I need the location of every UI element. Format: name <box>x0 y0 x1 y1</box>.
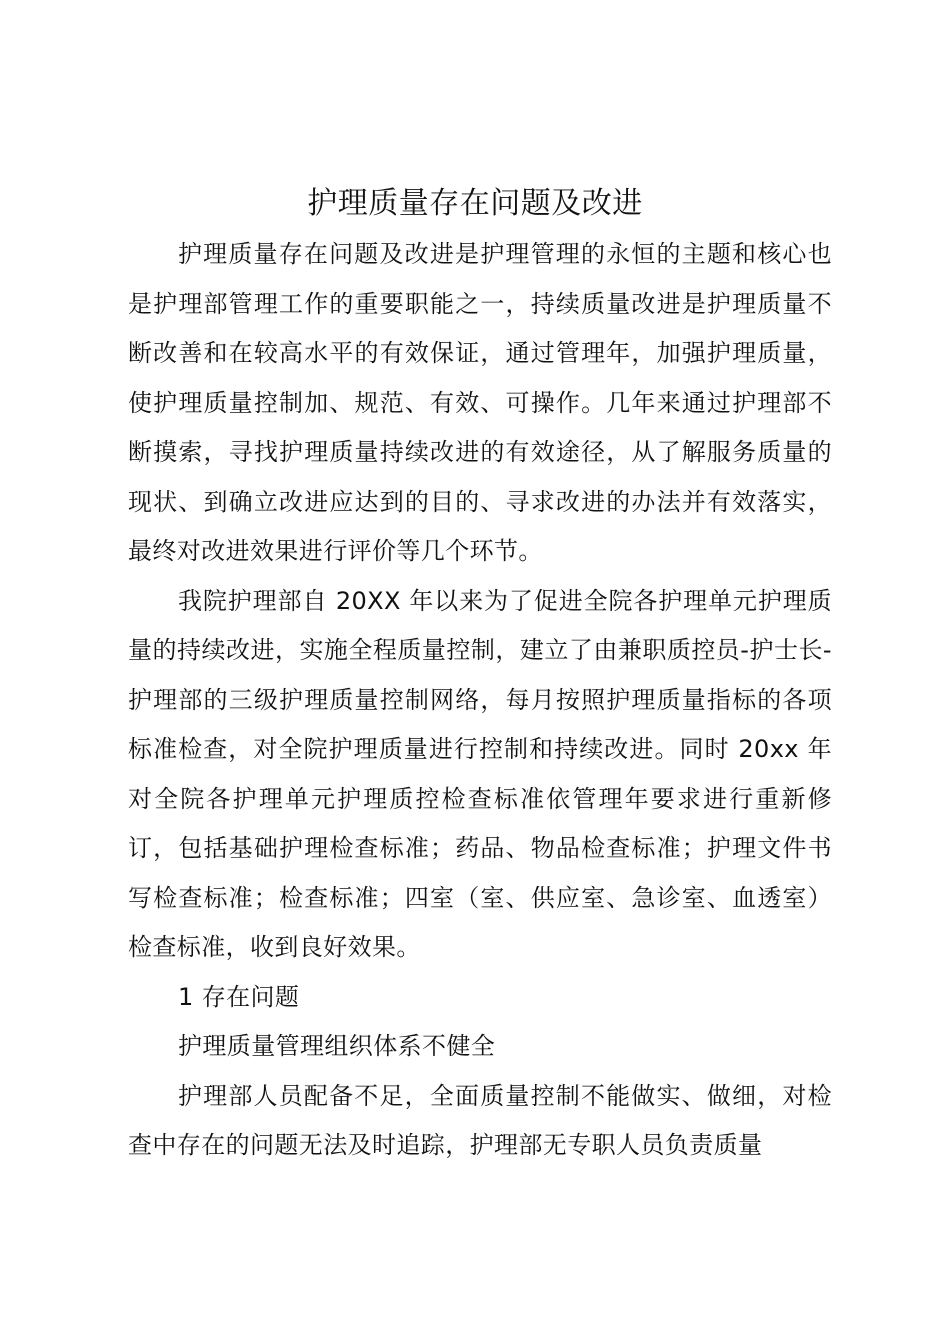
paragraph-hospital-practice: 我院护理部自 20XX 年以来为了促进全院各护理单元护理质量的持续改进，实施全程质量控制，建立了由兼职质控员-护士长-护理部的三级护理质量控制网络，每月按照护理质量指标的各项标准检查，对全院护理质量进行控制和持续改进。同时 20xx 年对全院各护理单元护理质控检查标准依管理年要求进行重新修订，包括基础护理检查标准；药品、物品检查标准；护理文件书写检查标准；检查标准；四室（室、供应室、急诊室、血透室）检查标准，收到良好效果。 <box>128 586 832 961</box>
document-body <box>128 230 832 1171</box>
document-title: 护理质量存在问题及改进 <box>307 186 643 221</box>
section-heading-problems: 1 存在问题 <box>178 982 300 1011</box>
subheading-organization: 护理质量管理组织体系不健全 <box>178 1032 496 1060</box>
paragraph-intro: 护理质量存在问题及改进是护理管理的永恒的主题和核心也是护理部管理工作的重要职能之一，持续质量改进是护理质量不断改善和在较高水平的有效保证，通过管理年，加强护理质量，使护理质量控制加、规范、有效、可操作。几年来通过护理部不断摸索，寻找护理质量持续改进的有效途径，从了解服务质量的现状、到确立改进应达到的目的、寻求改进的办法并有效落实，最终对改进效果进行评价等几个环节。 <box>128 240 832 565</box>
paragraph-staffing: 护理部人员配备不足，全面质量控制不能做实、做细，对检查中存在的问题无法及时追踪，护理部无专职人员负责质量 <box>128 1081 832 1159</box>
